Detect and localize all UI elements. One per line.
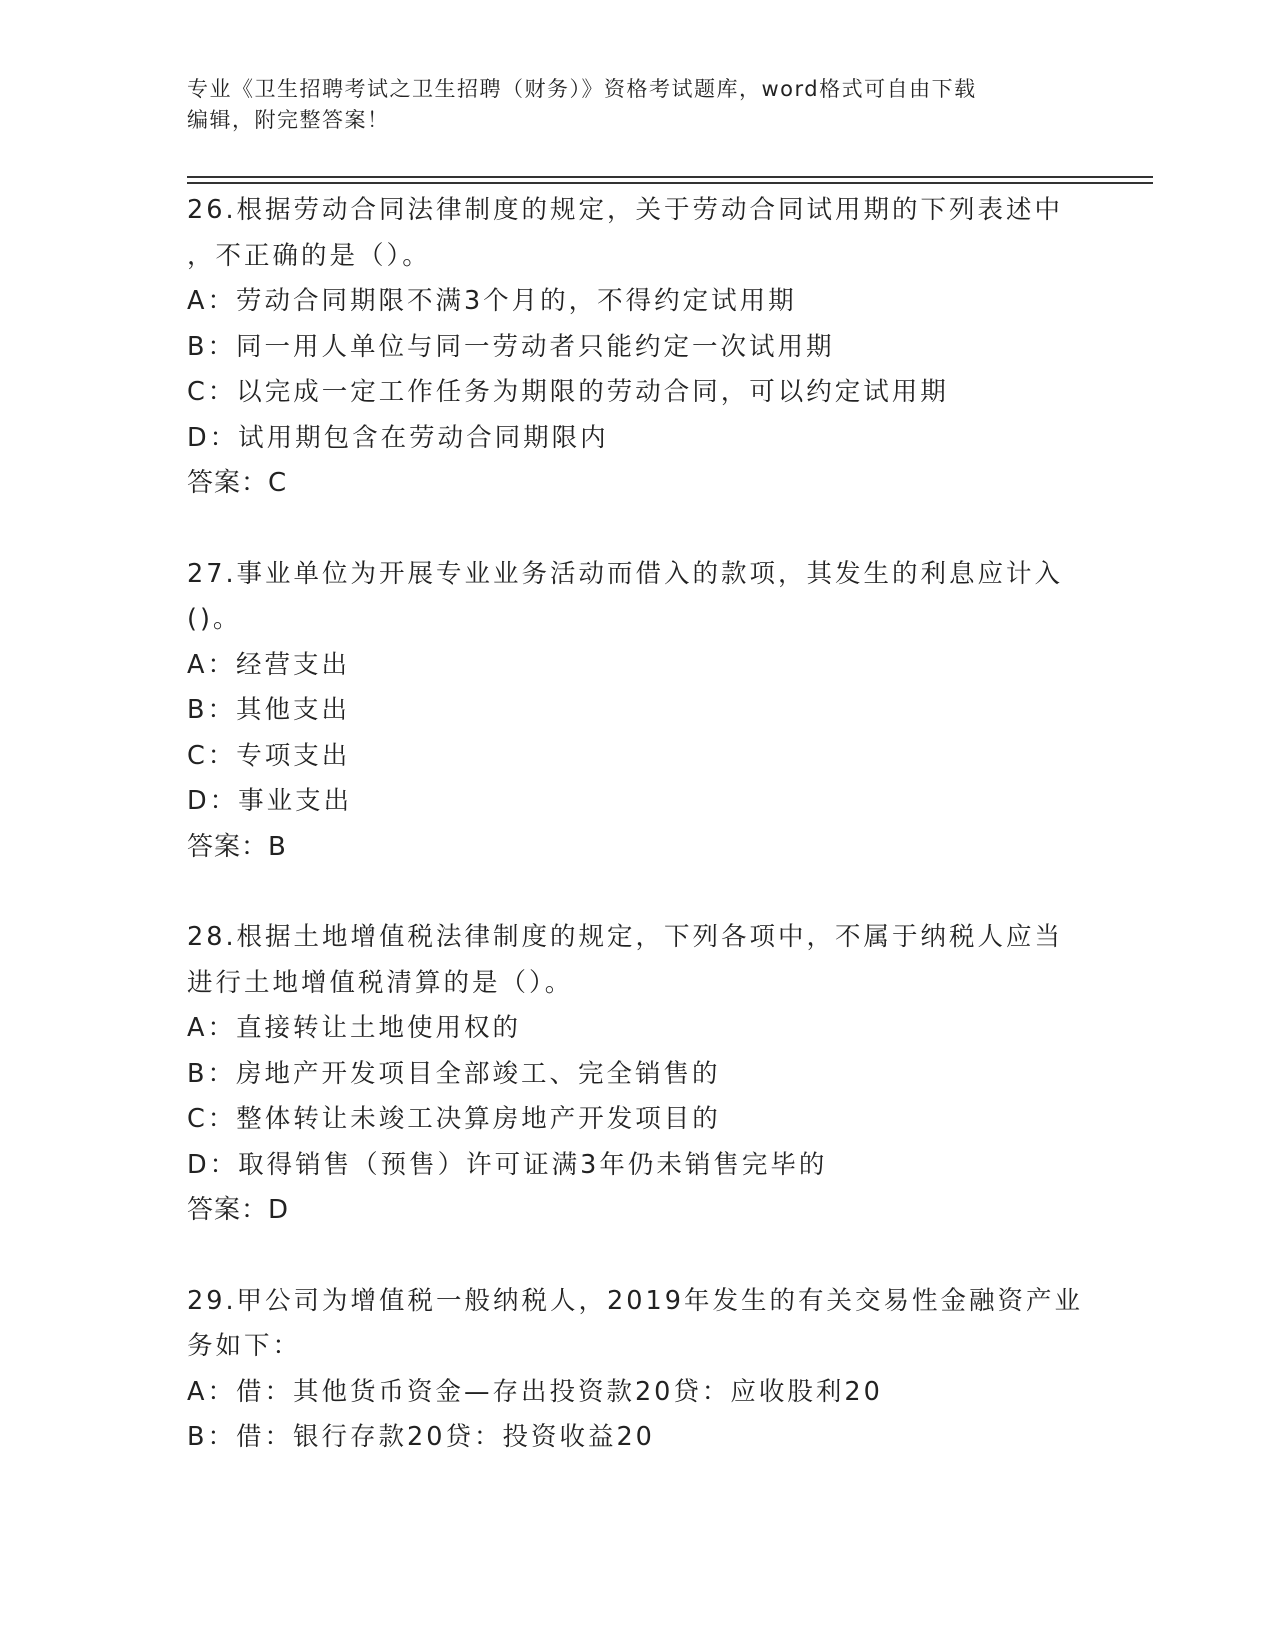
option-c: C：以完成一定工作任务为期限的劳动合同，可以约定试用期: [187, 377, 949, 407]
option-c: C：专项支出: [187, 740, 351, 771]
answer: 答案：B: [187, 831, 287, 862]
question-stem-continued: 进行土地增值税清算的是（）。: [187, 967, 574, 998]
option-b: B：房地产开发项目全部竣工、完全销售的: [187, 1058, 721, 1089]
question-26: [187, 188, 1087, 507]
option-a: A：劳动合同期限不满3个月的，不得约定试用期: [187, 286, 797, 316]
question-29: [187, 1279, 1087, 1461]
document-header: [187, 74, 1067, 136]
option-a: A：直接转让土地使用权的: [187, 1013, 521, 1043]
header-divider-top: [187, 176, 1153, 178]
question-stem-continued: ()。: [187, 604, 242, 634]
option-b: B：同一用人单位与同一劳动者只能约定一次试用期: [187, 331, 835, 362]
question-stem: 28.根据土地增值税法律制度的规定，下列各项中，不属于纳税人应当: [187, 922, 1064, 952]
option-d: D：取得销售（预售）许可证满3年仍未销售完毕的: [187, 1149, 828, 1180]
option-a: A：经营支出: [187, 649, 350, 680]
question-stem: 26.根据劳动合同法律制度的规定，关于劳动合同试用期的下列表述中: [187, 195, 1064, 225]
question-stem: 29.甲公司为增值税一般纳税人，2019年发生的有关交易性金融资产业: [187, 1285, 1083, 1316]
question-list: [187, 188, 1087, 1506]
question-stem: 27.事业单位为开展专业业务活动而借入的款项，其发生的利息应计入: [187, 558, 1064, 589]
header-line-1: 专业《卫生招聘考试之卫生招聘（财务）》资格考试题库，word格式可自由下载: [187, 77, 977, 101]
option-d: D：事业支出: [187, 786, 353, 816]
option-d: D：试用期包含在劳动合同期限内: [187, 422, 609, 453]
option-b: B：其他支出: [187, 695, 350, 725]
header-line-2: 编辑，附完整答案！: [187, 108, 390, 132]
answer: 答案：D: [187, 1195, 290, 1225]
question-stem-continued: ，不正确的是（）。: [187, 240, 431, 271]
option-b: B：借：银行存款20贷：投资收益20: [187, 1422, 655, 1452]
option-c: C：整体转让未竣工决算房地产开发项目的: [187, 1104, 721, 1134]
answer: 答案：C: [187, 468, 288, 498]
option-a: A：借：其他货币资金—存出投资款20贷：应收股利20: [187, 1376, 883, 1407]
question-28: [187, 915, 1087, 1234]
question-stem-continued: 务如下：: [187, 1331, 302, 1361]
question-27: [187, 552, 1087, 871]
header-divider-bottom: [187, 182, 1153, 184]
